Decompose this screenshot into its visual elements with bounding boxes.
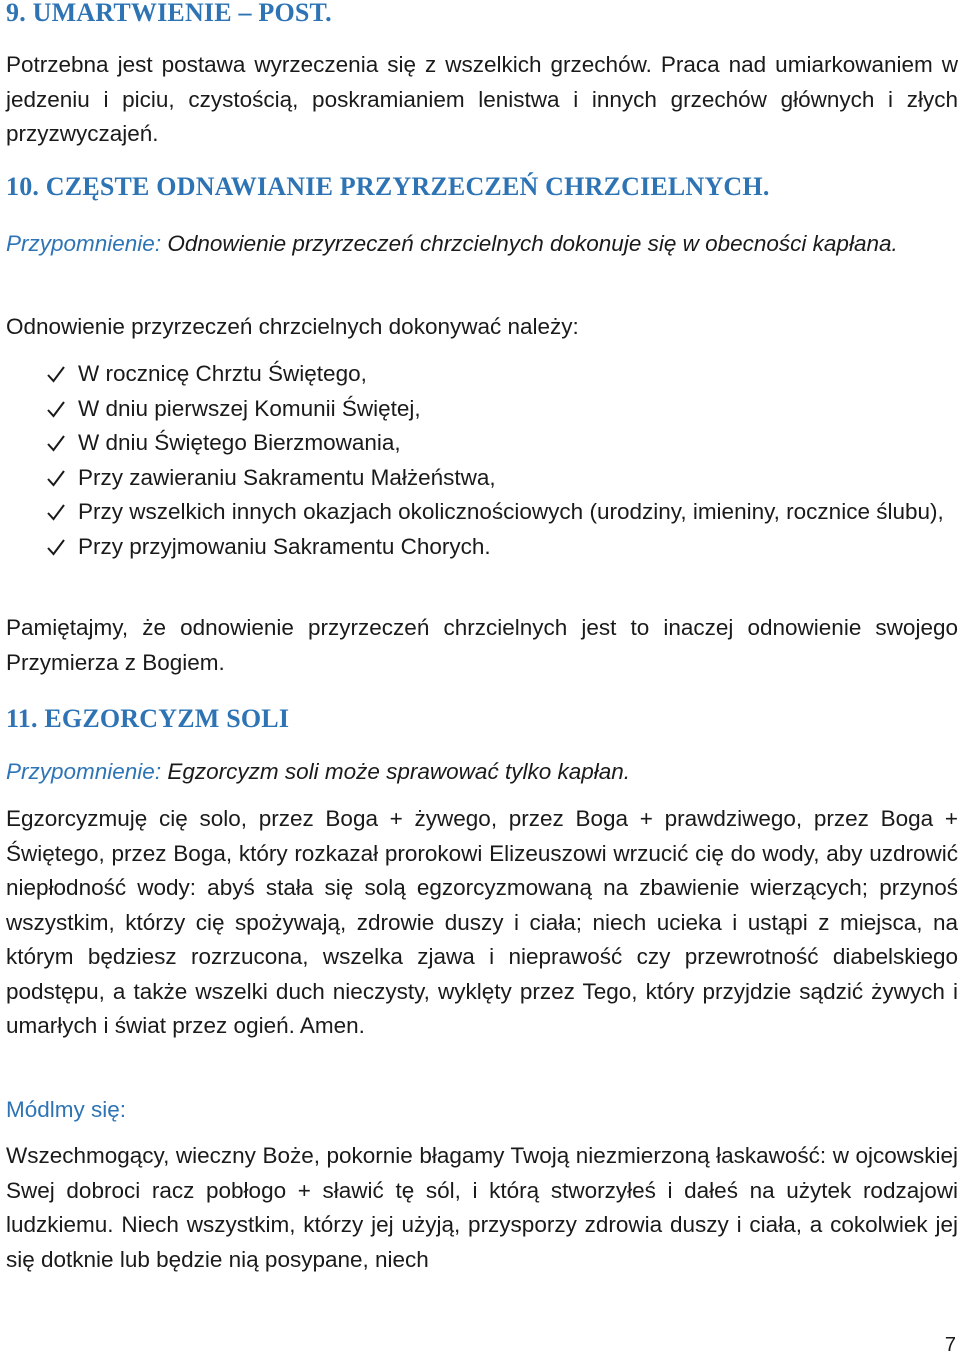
checkmark-icon — [46, 433, 66, 453]
reminder-text: Odnowienie przyrzeczeń chrzcielnych dokonuje się w obecności kapłana. — [167, 231, 898, 256]
prayer-label: Módlmy się: — [6, 1097, 127, 1122]
section-9-heading: 9. UMARTWIENIE – POST. — [6, 0, 332, 27]
reminder-text: Egzorcyzm soli może sprawować tylko kapłan. — [167, 759, 631, 784]
prayer-text: Wszechmogący, wieczny Boże, pokornie błagamy Twoją niezmierzoną łaskawość: w ojcowskiej Swej dobroci racz pobłogo + sławić tę sól, i którą stworzyłeś i dałeś na użytek rodzajowi ludzkiemu. Niech wszystkim, którzy jej użyją, przysporzy zdrowia duszy i ciała, a cokolwiek jej się dotknie lub będzie nią posypane, niech — [6, 1143, 958, 1272]
list-item: W dniu Świętego Bierzmowania, — [6, 426, 958, 461]
checkmark-icon — [46, 537, 66, 557]
section-10-reminder — [6, 227, 958, 262]
section-11-heading: 11. EGZORCYZM SOLI — [6, 704, 290, 733]
list-item: Przy przyjmowaniu Sakramentu Chorych. — [6, 530, 958, 565]
checkmark-icon — [46, 468, 66, 488]
list-item: W dniu pierwszej Komunii Świętej, — [6, 392, 958, 427]
list-item: W rocznicę Chrztu Świętego, — [6, 357, 958, 392]
reminder-label: Przypomnienie: — [6, 759, 162, 784]
section-10-heading: 10. CZĘSTE ODNAWIANIE PRZYRZECZEŃ CHRZCIELNYCH. — [6, 172, 770, 201]
list-item: Przy zawieraniu Sakramentu Małżeństwa, — [6, 461, 958, 496]
page-number: 7 — [944, 1334, 956, 1356]
exorcism-text: Egzorcyzmuję cię solo, przez Boga + żywego, przez Boga + prawdziwego, przez Boga + Świętego, przez Boga, który rozkazał prorokowi Elizeuszowi wrzucić cię do wody, aby uzdrowić niepłodność wody: abyś stała się solą egzorcyzmowaną na zbawienie wierzących; przynoś wszystkim, którzy cię spożywają, zdrowie duszy i ciała; niech ucieka i ustąpi z miejsca, na którym będziesz rozrzucona, wszelka zjawa i nieprawość czy przewrotność diabelskiego podstępu, a także wszelki duch nieczysty, wyklęty przez Tego, który przyjdzie sądzić żywych i umarłych i świat przez ogień. Amen. — [6, 806, 958, 1038]
section-11-reminder — [6, 755, 958, 790]
checkmark-icon — [46, 399, 66, 419]
occasions-checklist — [6, 357, 958, 564]
section-10-intro: Odnowienie przyrzeczeń chrzcielnych dokonywać należy: — [6, 314, 579, 339]
list-item: Przy wszelkich innych okazjach okolicznościowych (urodziny, imieniny, rocznice ślubu), — [6, 495, 958, 530]
section-10-closing: Pamiętajmy, że odnowienie przyrzeczeń chrzcielnych jest to inaczej odnowienie swojego Przymierza z Bogiem. — [6, 615, 958, 675]
reminder-label: Przypomnienie: — [6, 231, 162, 256]
section-9-body: Potrzebna jest postawa wyrzeczenia się z wszelkich grzechów. Praca nad umiarkowaniem w jedzeniu i piciu, czystością, poskramianiem lenistwa i innych grzechów głównych i złych przyzwyczajeń. — [6, 52, 958, 146]
checkmark-icon — [46, 364, 66, 384]
checkmark-icon — [46, 502, 66, 522]
